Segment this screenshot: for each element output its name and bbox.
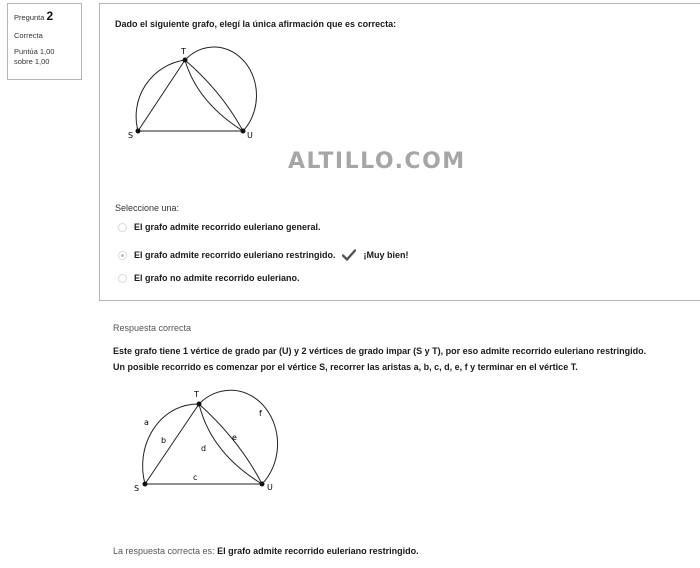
graph-figure bbox=[112, 42, 262, 147]
answer-heading: Respuesta correcta bbox=[113, 323, 192, 333]
graph-edge bbox=[185, 60, 243, 131]
edge-label-c: c bbox=[193, 473, 198, 482]
labeled-graph-figure bbox=[122, 383, 282, 498]
graph-vertex-t bbox=[183, 58, 188, 63]
radio-general[interactable] bbox=[118, 223, 127, 232]
graph-vertex-u bbox=[241, 129, 246, 134]
graph-vertex-s bbox=[143, 482, 148, 487]
question-grade bbox=[14, 47, 75, 67]
option-label: El grafo admite recorrido euleriano general. bbox=[134, 222, 321, 232]
graph-edge-d bbox=[199, 404, 262, 484]
option-no-admite[interactable] bbox=[118, 273, 300, 283]
graph-vertex-t bbox=[197, 402, 202, 407]
question-content bbox=[99, 3, 700, 301]
correct-answer-value: El grafo admite recorrido euleriano restringido. bbox=[217, 546, 419, 556]
select-prompt: Seleccione una: bbox=[115, 203, 180, 213]
question-text: Dado el siguiente grafo, elegí la única afirmación que es correcta: bbox=[115, 19, 397, 29]
vertex-label-t: T bbox=[194, 390, 199, 399]
radio-restringido[interactable] bbox=[118, 251, 127, 260]
question-number-value: 2 bbox=[46, 9, 54, 23]
graph-edge-b bbox=[145, 404, 199, 484]
grade-line-2: sobre 1,00 bbox=[14, 57, 50, 67]
edge-label-a: a bbox=[144, 418, 149, 427]
edge-label-b: b bbox=[161, 436, 167, 445]
explanation-line-1: Este grafo tiene 1 vértice de grado par (U) y 2 vértices de grado impar (S y T), por eso admite recorrido euleriano restringido. bbox=[113, 346, 647, 356]
grade-line-1: Puntúa 1,00 bbox=[14, 47, 55, 57]
graph-edge-f bbox=[199, 390, 278, 484]
option-restringido[interactable] bbox=[118, 249, 409, 261]
graph-edge bbox=[138, 60, 185, 131]
graph-edge bbox=[185, 47, 256, 131]
question-info-box bbox=[7, 3, 82, 80]
question-label: Pregunta bbox=[14, 13, 45, 22]
edge-label-e: e bbox=[232, 433, 237, 442]
graph-vertex-u bbox=[260, 482, 265, 487]
correct-answer-prefix: La respuesta correcta es: bbox=[113, 546, 218, 556]
question-number bbox=[14, 9, 75, 25]
graph-edge-e bbox=[199, 404, 262, 484]
radio-no-admite[interactable] bbox=[118, 274, 127, 283]
check-icon bbox=[342, 249, 356, 261]
vertex-label-u: U bbox=[267, 483, 273, 492]
option-label: El grafo no admite recorrido euleriano. bbox=[134, 273, 300, 283]
explanation-line-2: Un posible recorrido es comenzar por el vértice S, recorrer las aristas a, b, c, d, e, f y terminar en el vértice T. bbox=[113, 362, 578, 372]
graph-edge bbox=[185, 60, 243, 131]
vertex-label-s: S bbox=[128, 131, 134, 140]
edge-label-f: f bbox=[259, 409, 262, 418]
vertex-label-u: U bbox=[247, 131, 253, 140]
question-state: Correcta bbox=[14, 30, 43, 40]
graph-vertex-s bbox=[136, 129, 141, 134]
vertex-label-s: S bbox=[134, 484, 140, 493]
option-label: El grafo admite recorrido euleriano restringido. bbox=[134, 250, 336, 260]
correct-answer-line bbox=[113, 546, 419, 556]
watermark: ALTILLO.COM bbox=[288, 149, 466, 174]
feedback-text: ¡Muy bien! bbox=[363, 250, 409, 260]
edge-label-d: d bbox=[201, 444, 207, 453]
option-general[interactable] bbox=[118, 222, 321, 232]
vertex-label-t: T bbox=[181, 47, 186, 56]
